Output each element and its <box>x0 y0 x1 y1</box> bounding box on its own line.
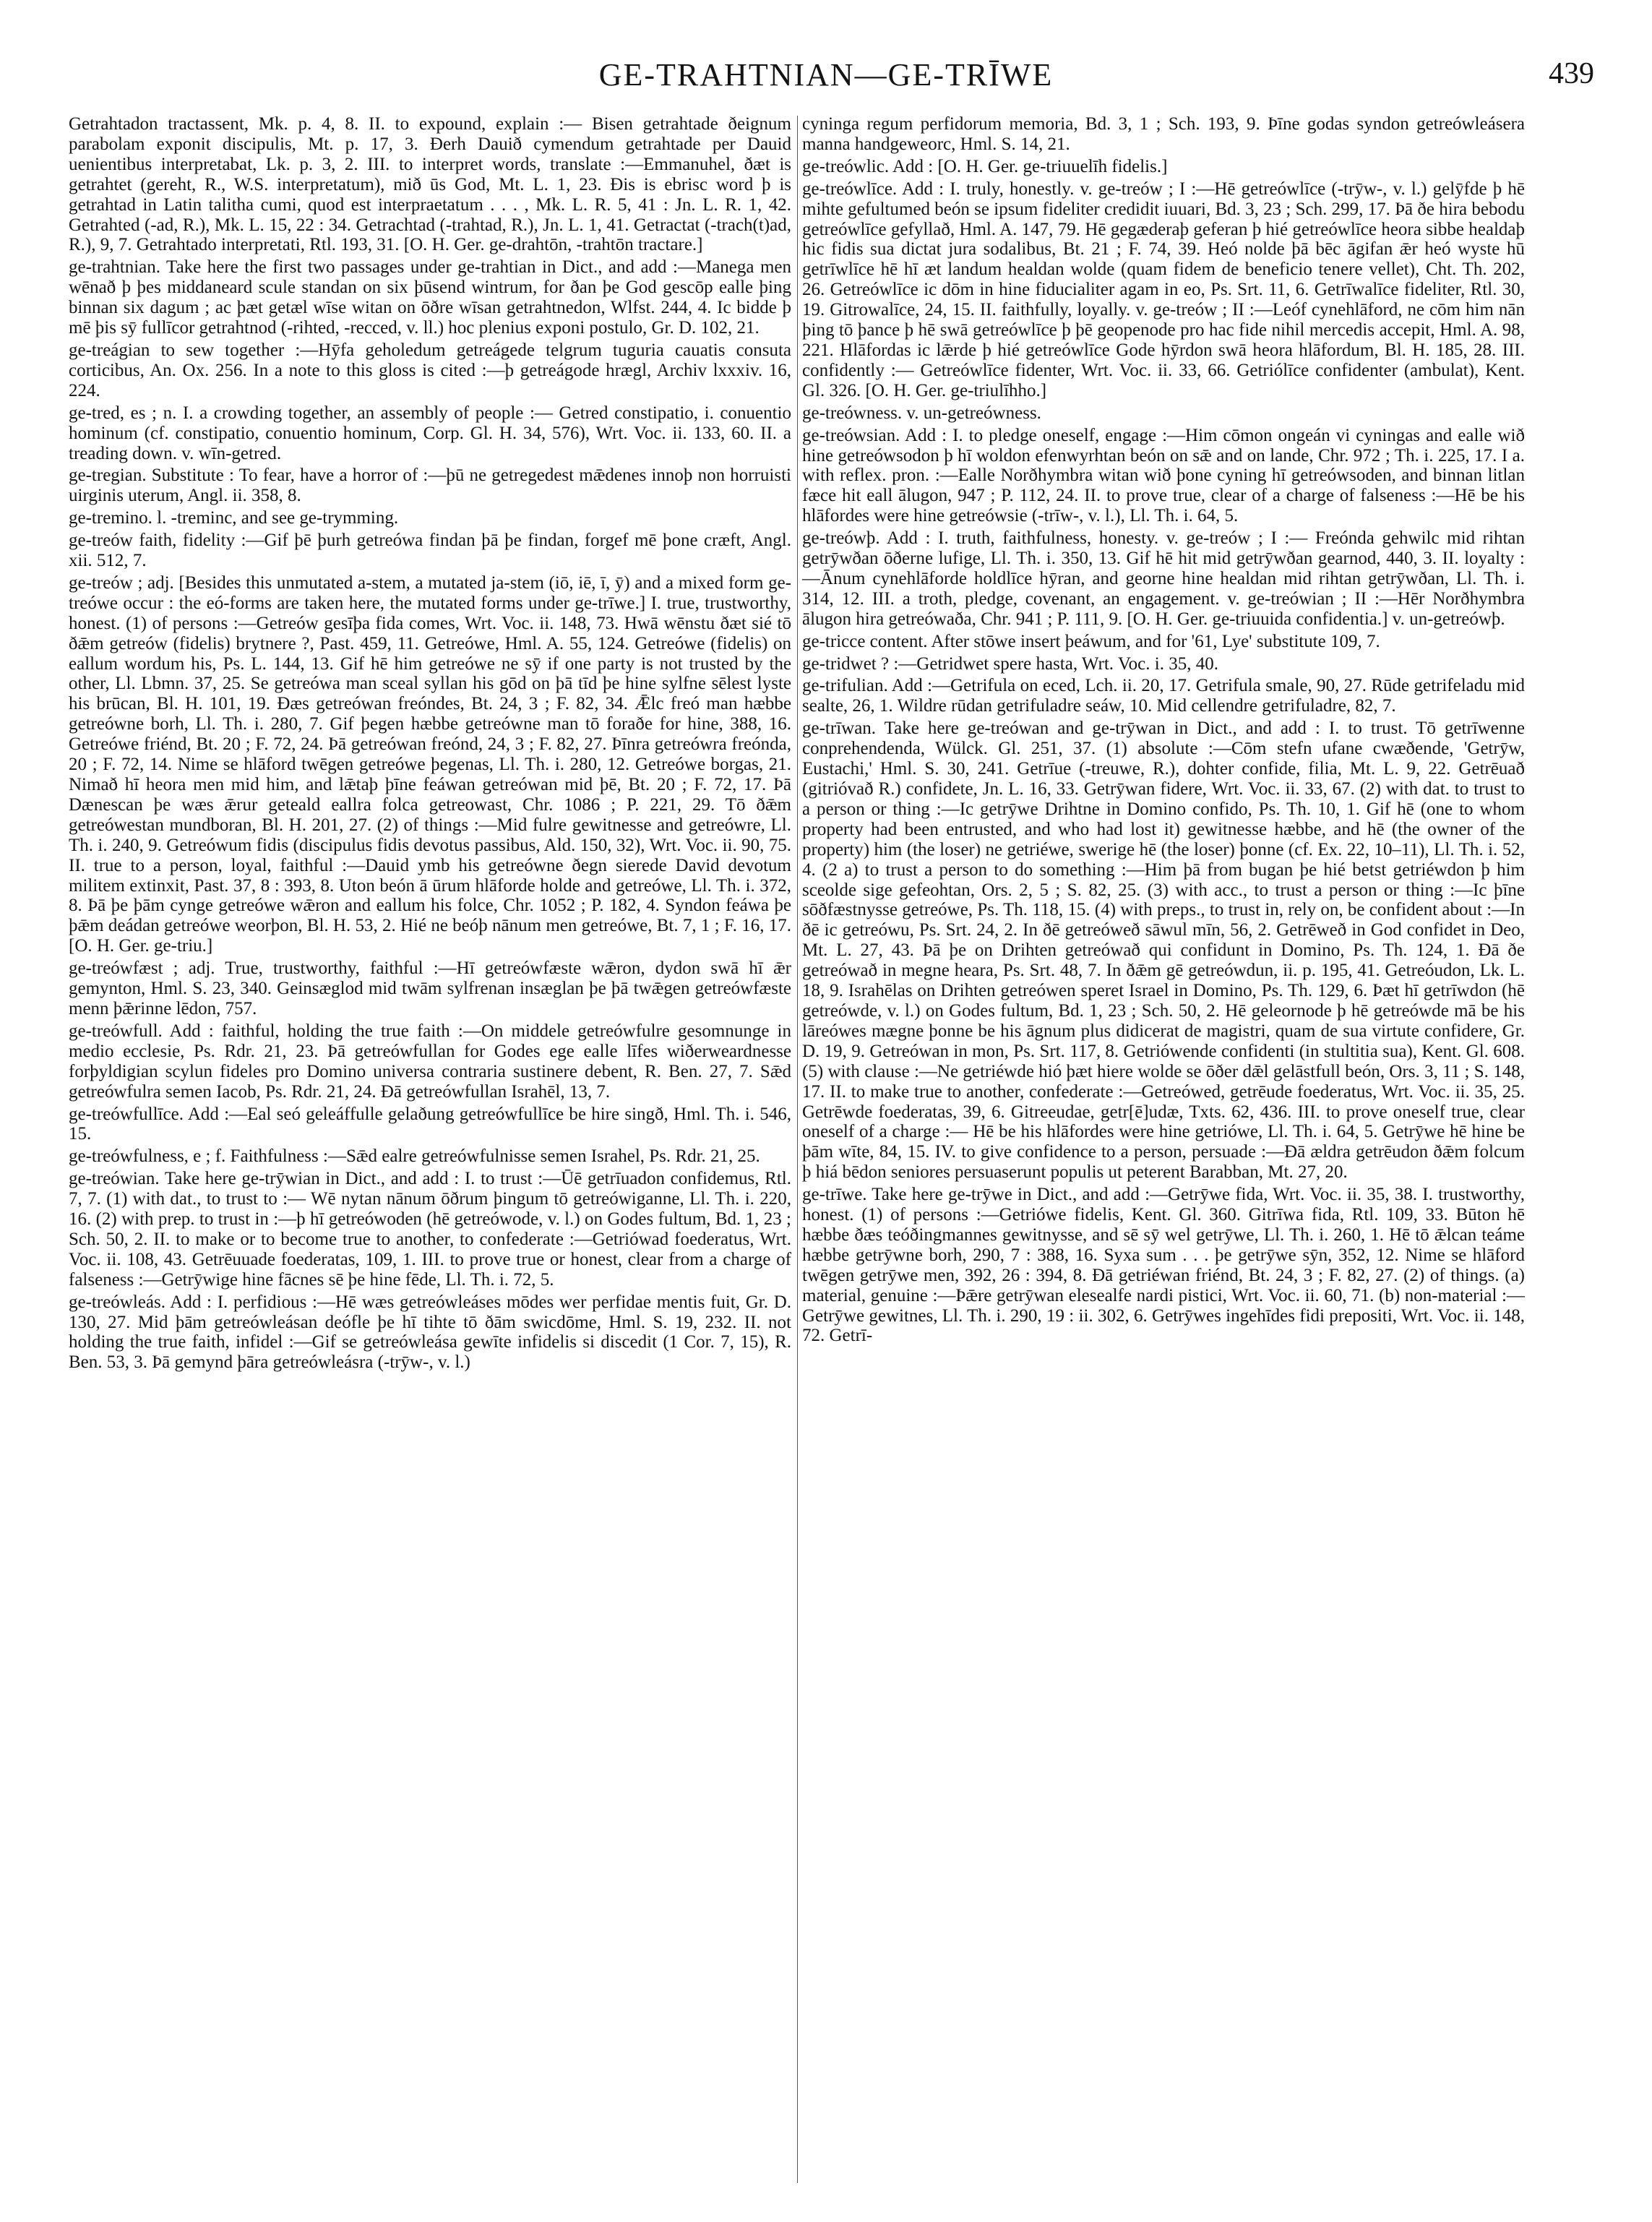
entry-paragraph: ge-tred, es ; n. I. a crowding together, an assembly of people :— Getred constipatio, i. conuentio hominum (cf. constipatio, conuentio hominum, Corp. Gl. H. 34, 576), Wrt. Voc. ii. 133, 60. II. a treading down. v. wīn-getred. <box>69 403 791 463</box>
entry-paragraph: cyninga regum perfidorum memoria, Bd. 3, 1 ; Sch. 193, 9. Þīne godas syndon getreówleásera manna handgeweorc, Hml. S. 14, 21. <box>802 114 1525 154</box>
entry-paragraph: ge-tridwet ? :—Getridwet spere hasta, Wrt. Voc. i. 35, 40. <box>802 653 1218 674</box>
right-column <box>802 114 1525 1348</box>
entry-paragraph: ge-treówness. v. un-getreówness. <box>802 403 1041 423</box>
entry-paragraph: ge-treówian. Take here ge-trȳwian in Dict., and add : I. to trust :—Ūē getrīuadon confidemus, Rtl. 7, 7. (1) with dat., to trust to :— Wē nytan nānum ōðrum þingum tō getreówiganne, Ll. Th. i. 220, 16. (2) with prep. to trust in :—þ hī getreówoden (hē getreówode, v. l.) on Godes fultum, Bd. 1, 23 ; Sch. 50, 2. II. to make or to become true to another, to confederate :—Getriówad foederatus, Wrt. Voc. ii. 108, 43. Getrēuuade foederatas, 109, 1. III. to prove true or honest, clear from a charge of falseness :—Getrȳwige hine fācnes sē þe hine fēde, Ll. Th. i. 72, 5. <box>69 1169 791 1290</box>
entry-paragraph: ge-trīwan. Take here ge-treówan and ge-trȳwan in Dict., and add : I. to trust. Tō getrīwenne conprehendenda, Wülck. Gl. 251, 37. (1) absolute :—Cōm stefn ufane cwæðende, 'Getrȳw, Eustachi,' Hml. S. 30, 241. Getrīue (-treuwe, R.), dohter confide, filia, Mt. L. 9, 22. Getrēuað (gitrióvað R.) confidete, Jn. L. 16, 33. Getrȳwan fidere, Wrt. Voc. ii. 33, 67. (2) with dat. to trust to a person or thing :—Ic getrȳwe Drihtne in Domino confido, Ps. Th. 10, 1. Gif hē (one to whom property had been entrusted, and who had lost it) gewitnesse hæbbe, and hē (the owner of the property) him (the loser) ne getriéwe, swerige hē (the loser) þonne (cf. Ex. 22, 10–11), Ll. Th. i. 52, 4. (2 a) to trust a person to do something :—Him þā from bugan þe hié betst getriéwdon þ him sceolde sige gefeohtan, Ors. 2, 5 ; S. 82, 25. (3) with acc., to trust a person or thing :—Ic þīne sōðfæstnysse getreówe, Ps. Th. 118, 15. (4) with preps., to trust in, rely on, be confident about :—In ðē ic getreówu, Ps. Srt. 24, 2. In ðē getreóweð sāwul mīn, 56, 2. Getrēweð in God confidet in Deo, Mt. L. 27, 43. Þā þe on Drihten getreówað qui confidunt in Domino, Ps. Th. 124, 1. Ðā ðe getreówað in megne heara, Ps. Srt. 48, 7. In ðǣm gē getreówdun, ii. p. 195, 41. Getreóudon, Lk. L. 18, 9. Israhēlas on Drihten getreówen speret Israel in Domino, Ps. Th. 129, 6. Þæt hī getrīwdon (hē getreówde, v. l.) on Godes fultum, Bd. 1, 23 ; Sch. 50, 2. Hē geleornode þ hē getreówde mā be his lāreówes mægne þonne be his āgnum plus didicerat de magistri, quam de sua virtute confidere, Gr. D. 19, 9. Getreówan in mon, Ps. Srt. 117, 8. Getriówende confidenti (in stultitia sua), Kent. Gl. 608. (5) with clause :—Ne getriéwde hió þæt hiere wolde se ōðer dǣl gelāstfull beón, Ors. 3, 11 ; S. 148, 17. II. to make true to another, confederate :—Getreówed, getrēude foederatus, Wrt. Voc. ii. 35, 25. Getrēwde foederatas, 39, 6. Gitreeudae, getr[ē]udæ, Txts. 62, 436. III. to prove oneself true, clear oneself of a charge :— Hē be his hlāfordes were hine getriówe, Ll. Th. i. 64, 5. Getrȳwe hē hine be þām wīte, 84, 15. IV. to give confidence to a person, persuade :—Ðā ældra getrēudon ðǣm folcum þ hiá bēdon seniores persuaserunt populis ut peterent Barabban, Mt. 27, 20. <box>802 718 1525 1183</box>
entry-paragraph: ge-treówleás. Add : I. perfidious :—Hē wæs getreówleáses mōdes wer perfidae mentis fuit, Gr. D. 130, 27. Mid þām getreówleásan deófle þe hī tihte tō ðām swicdōme, Hml. S. 19, 232. II. not holding the true faith, infidel :—Gif se getreówleása gewīte infidelis si discedit (1 Cor. 7, 15), R. Ben. 53, 3. Þā gemynd þāra getreówleásra (-trȳw-, v. l.) <box>69 1292 791 1373</box>
page-number: 439 <box>1549 57 1594 90</box>
entry-paragraph: Getrahtadon tractassent, Mk. p. 4, 8. II. to expound, explain :— Bisen getrahtade ðeignum parabolam exponit discipulis, Mt. p. 17, 3. Ðerh Dauið cymendum getrahtade per Dauid uenientibus interpretabat, Lk. p. 3, 2. III. to interpret words, translate :—Emmanuhel, ðæt is getrahtet (gereht, R., W.S. interpretatum), mið ūs God, Mt. L. 1, 23. Ðis is ebrisc word þ is getrahtad in Latin talitha cumi, quod est interpraetatum . . . , Mk. L. R. 5, 41 : Jn. L. R. 1, 42. Getrahted (-ad, R.), Mk. L. 15, 22 : 34. Getrachtad (-trahtad, R.), Jn. L. 1, 41. Getractat (-trach(t)ad, R.), 9, 7. Getrahtado interpretati, Rtl. 193, 31. [O. H. Ger. ge-drahtōn, -trahtōn tractare.] <box>69 114 791 255</box>
entry-paragraph: ge-treágian to sew together :—Hȳfa geholedum getreágede telgrum tuguria cauatis consuta corticibus, An. Ox. 256. In a note to this gloss is cited :—þ getreágode hrægl, Archiv lxxxiv. 16, 224. <box>69 340 791 400</box>
entry-paragraph: ge-treówfull. Add : faithful, holding the true faith :—On middele getreówfulre gesomnunge in medio ecclesie, Ps. Rdr. 21, 23. Þā getreówfullan for Godes ege ealle līfes wiðerweardnesse forþyldigian scylun fideles pro Domino universa contraria sustinere debent, R. Ben. 27, 7. Sǣd getreówfulra semen Iacob, Ps. Rdr. 21, 24. Ðā getreówfullan Israhēl, 13, 7. <box>69 1021 791 1102</box>
page-header <box>0 56 1652 100</box>
entry-paragraph: ge-trifulian. Add :—Getrifula on eced, Lch. ii. 20, 17. Getrifula smale, 90, 27. Rūde getrifeladu mid sealte, 26, 1. Wildre rūdan getrifuladre seáw, 10. Mid cellendre getrifuladre, 82, 7. <box>802 676 1525 716</box>
left-column <box>69 114 791 1375</box>
entry-paragraph: ge-tricce content. After stōwe insert þeáwum, and for '61, Lye' substitute 109, 7. <box>802 631 1380 651</box>
entry-paragraph: ge-treówfullīce. Add :—Eal seó geleáffulle gelaðung getreówfullīce be hire singð, Hml. Th. i. 546, 15. <box>69 1104 791 1144</box>
entry-paragraph: ge-treówlīce. Add : I. truly, honestly. v. ge-treów ; I :—Hē getreówlīce (-trȳw-, v. l.) gelȳfde þ hē mihte gefultumed beón se ipsum fideliter credidit iuuari, Bd. 3, 23 ; Sch. 299, 17. Þā ðe hira bebodu getreówlīce gefyllað, Hml. A. 147, 79. Hē gegæderaþ geferan þ hié getreówlīce heora sibbe healdaþ hic fidis sua dictat jura sodalibus, Bt. 21 ; F. 74, 39. Heó nolde þā bēc āgifan ǣr heó wyste hū getrīwlīce hē hī æt landum healdan wolde (quam fidem de beneficio tenere vellet), Cht. Th. 202, 26. Getreówlīce ic dōm in hine fiducialiter agam in eo, Ps. Srt. 11, 6. Getrīwalīce fideliter, Rtl. 30, 19. Gitrowalīce, 24, 15. II. faithfully, loyally. v. ge-treów ; II :—Leóf cynehlāford, ne cōm him nān þing tō þance þ hē swā getreówlīce þ þē geopenode pro hac fide nihil mercedis accepit, Hml. A. 98, 221. Hlāfordas ic lǣrde þ hié getreówlīce Gode hȳrdon swā heora hlāfordum, Bl. H. 185, 28. III. confidently :— Getreówlīce fidenter, Wrt. Voc. ii. 33, 66. Getriólīce confidenter (ambulat), Kent. Gl. 326. [O. H. Ger. ge-triulīhho.] <box>802 179 1525 400</box>
entry-paragraph: ge-tremino. l. -treminc, and see ge-trymming. <box>69 508 399 528</box>
entry-paragraph: ge-treówlic. Add : [O. H. Ger. ge-triuuelīh fidelis.] <box>802 156 1168 176</box>
entry-paragraph: ge-tregian. Substitute : To fear, have a horror of :—þū ne getregedest mǣdenes innoþ non horruisti uirginis uterum, Angl. ii. 358, 8. <box>69 466 791 506</box>
running-title: GE-TRAHTNIAN—GE-TRĪWE <box>598 57 1054 93</box>
entry-paragraph: ge-treówfulness, e ; f. Faithfulness :—Sǣd ealre getreówfulnisse semen Israhel, Ps. Rdr. 21, 25. <box>69 1146 760 1167</box>
column-divider <box>797 116 798 2183</box>
entry-paragraph: ge-treówsian. Add : I. to pledge oneself, engage :—Him cōmon ongeán vi cyningas and ealle wið hine getreówsodon þ hī woldon efenwyrhtan beón on sǣ and on lande, Chr. 972 ; Th. i. 225, 17. I a. with reflex. pron. :—Ealle Norðhymbra witan wið þone cyning hī getreówsoden, and binnan litlan fæce hit eall ālugon, 947 ; P. 112, 24. II. to prove true, clear of a charge of falseness :—Hē be his hlāfordes were hine getreówsie (-trīw-, v. l.), Ll. Th. i. 64, 5. <box>802 425 1525 526</box>
entry-paragraph: ge-trīwe. Take here ge-trȳwe in Dict., and add :—Getrȳwe fida, Wrt. Voc. ii. 35, 38. I. trustworthy, honest. (1) of persons :—Getriówe fidelis, Kent. Gl. 360. Gitrīwa fida, Rtl. 109, 33. Būton hē hæbbe ðæs teóðingmannes gewitnysse, and sē sȳ wel getrȳwe, Ll. Th. i. 260, 1. Hē tō ǣlcan teáme hæbbe getrȳwne borh, 290, 7 : 388, 16. Syxa sum . . . þe getrȳwe sȳn, 352, 12. Nime se hlāford twēgen getrȳwe men, 392, 26 : 394, 8. Ðā getriéwan friénd, Bt. 24, 3 ; F. 82, 27. (2) of things. (a) material, genuine :—Þǣre getrȳwan elesealfe nardi pistici, Wrt. Voc. ii. 60, 71. (b) non-material :—Getrȳwe gewitnes, Ll. Th. i. 290, 19 : ii. 302, 6. Getrȳwes ingehīdes fidi prepositi, Wrt. Voc. ii. 148, 72. Getrī- <box>802 1185 1525 1346</box>
entry-paragraph: ge-treówþ. Add : I. truth, faithfulness, honesty. v. ge-treów ; I :— Freónda gehwilc mid rihtan getrȳwðan ōðerne lufige, Ll. Th. i. 350, 13. Gif hē hit mid getrȳwðan gearnod, 440, 3. II. loyalty :—Ānum cynehlāforde holdlīce hȳran, and georne hine healdan mid rihtan getrȳwðan, Ll. Th. i. 314, 12. III. a troth, pledge, covenant, an engagement. v. ge-treówian ; II :—Hēr Norðhymbra ālugon hira getreówaða, Chr. 941 ; P. 111, 9. [O. H. Ger. ge-triuuida confidentia.] v. un-getreówþ. <box>802 528 1525 629</box>
entry-paragraph: ge-trahtnian. Take here the first two passages under ge-trahtian in Dict., and add :—Manega men wēnað þ þes middaneard scule standan on six þūsend wintrum, for ðan þe God gescōp ealle þing binnan six dagum ; ac þæt getæl wīse witan on ōðre wīsan getrahtnedon, Wlfst. 244, 4. Ic bidde þ mē þis sȳ fullīcor getrahtnod (-rihted, -recced, v. ll.) hoc plenius exponi postulo, Gr. D. 102, 21. <box>69 257 791 338</box>
entry-paragraph: ge-treów ; adj. [Besides this unmutated a-stem, a mutated ja-stem (iō, iē, ī, ȳ) and a mixed form ge-treówe occur : the eó-forms are taken here, the mutated forms under ge-trīwe.] I. true, trustworthy, honest. (1) of persons :—Getreów gesīþa fida comes, Wrt. Voc. ii. 148, 73. Hwā wēnstu ðæt sié tō ðǣm getreów (fidelis) brytnere ?, Past. 459, 11. Getreówe, Hml. A. 55, 124. Getreówe (fidelis) on eallum wordum his, Ps. L. 144, 13. Gif hē him getreówe ne sȳ if one party is not trusted by the other, Ll. Lbmn. 37, 25. Se getreówa man sceal syllan his gōd on þā tīd þe hine sylfne sēlest lyste his brūcan, Bl. H. 101, 19. Ðæs getreówan freóndes, Bt. 24, 3 ; F. 82, 34. Ǣlc freó man hæbbe getreówne borh, Ll. Th. i. 280, 7. Gif þegen hæbbe getreówne man tō foraðe for hine, 388, 16. Getreówe friénd, Bt. 20 ; F. 72, 24. Þā getreówan freónd, 24, 3 ; F. 82, 27. Þīnra getreówra freónda, 20 ; F. 72, 14. Nime se hlāford twēgen getreówe þegenas, Ll. Th. i. 280, 12. Getreówe borgas, 21. Nimað hī heora men mid him, and lǣtaþ þīne feáwan getreówan mid þē, Bt. 20 ; F. 72, 17. Þā Dænescan þe wæs ǣrur geteald eallra folca getreowast, Chr. 1086 ; P. 221, 29. Tō ðǣm getreówestan mundboran, Bl. H. 201, 27. (2) of things :—Mid fulre gewitnesse and getreówre, Ll. Th. i. 240, 9. Getreówum fidis (discipulus fidis devotus passibus, Ald. 150, 32), Wrt. Voc. ii. 90, 75. II. true to a person, loyal, faithful :—Dauid ymb his getreówne ðegn sierede David devotum militem extinxit, Past. 37, 8 : 393, 8. Uton beón ā ūrum hlāforde holde and getreówe, Ll. Th. i. 372, 8. Þā þe þām cynge getreówe wǣron and eallum his folce, Chr. 1052 ; P. 182, 4. Syndon feáwa þe þǣm deádan getreówe weorþon, Bl. H. 53, 2. Hié ne beóþ nānum men getreówe, Bt. 7, 1 ; F. 16, 17. [O. H. Ger. ge-triu.] <box>69 572 791 956</box>
entry-paragraph: ge-treówfæst ; adj. True, trustworthy, faithful :—Hī getreówfæste wǣron, dydon swā hī ǣr gemynton, Hml. S. 23, 340. Geinsæglod mid twām sylfrenan insæglan þe þā twǣgen getreówfæste menn þǣrinne lēdon, 757. <box>69 958 791 1018</box>
entry-paragraph: ge-treów faith, fidelity :—Gif þē þurh getreówa findan þā þe findan, forgef mē þone cræft, Angl. xii. 512, 7. <box>69 531 791 571</box>
